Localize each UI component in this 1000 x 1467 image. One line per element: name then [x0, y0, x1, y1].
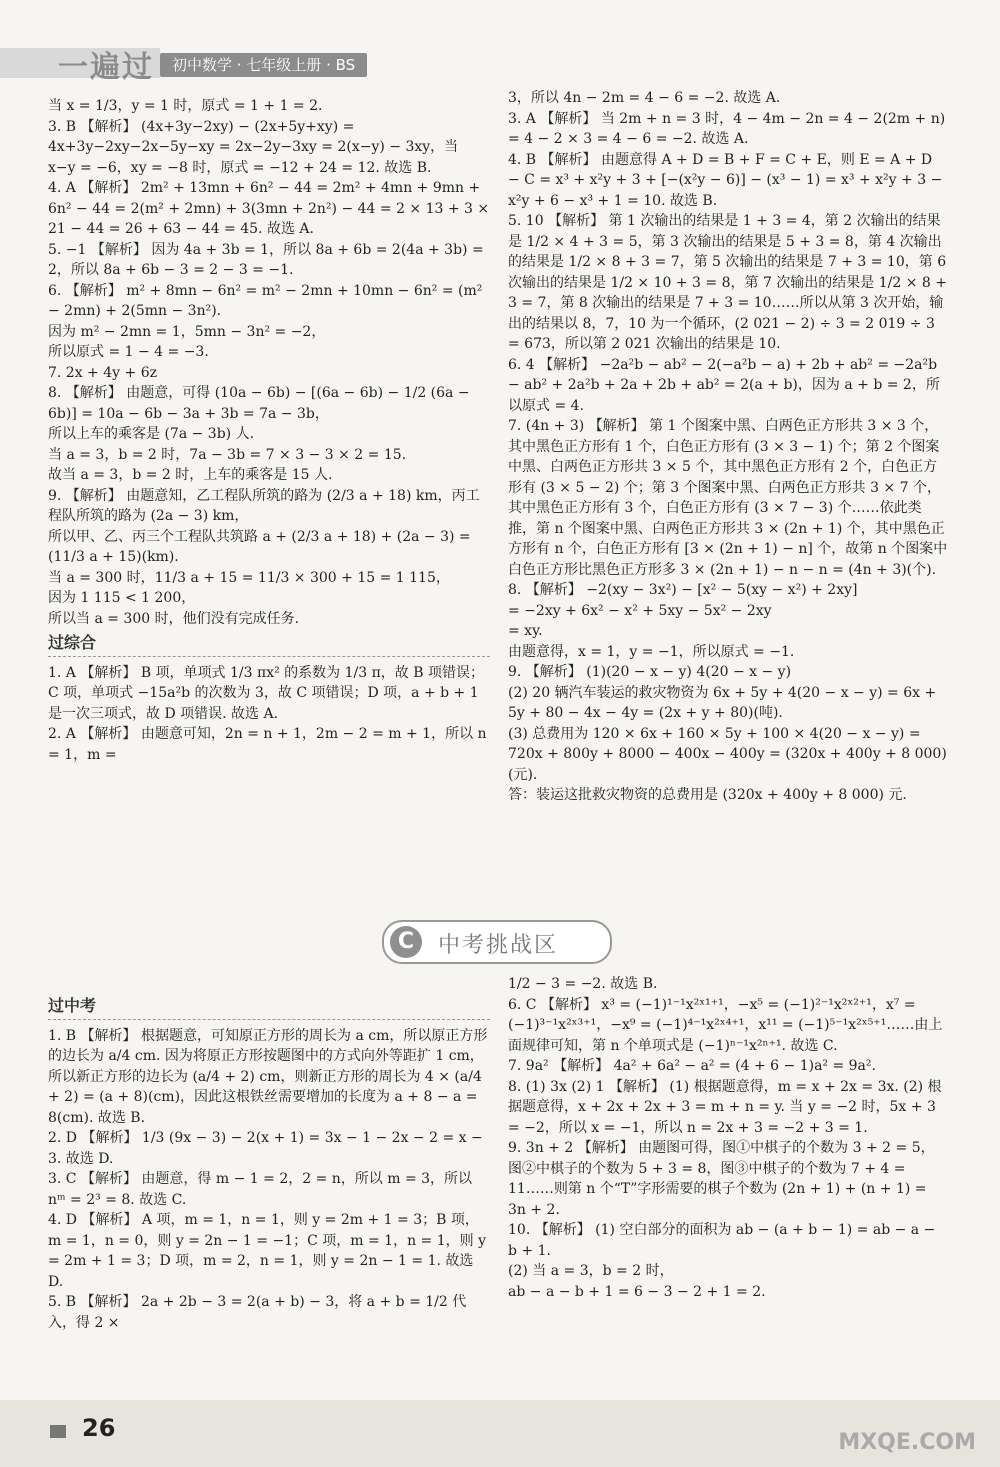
answer-line: 9. 3n + 2 【解析】 由题图可得，图①中棋子的个数为 3 + 2 = 5，图②中棋子的个数为 5 + 3 = 8，图③中棋子的个数为 7 + 4 = 11……则第 n 个“T”字形需要的棋子个数为 (2n + 1) + (n + 1) = 3n + 2.	[508, 1140, 935, 1218]
bottom-right-column	[508, 974, 948, 1302]
answer-line: 6. 【解析】 m² + 8mn − 6n² = m² − 2mn + 10mn − 6n² = (m² − 2mn) + 2(5mn − 3n²).	[48, 282, 483, 319]
zone-title: 中考挑战区	[438, 933, 559, 958]
answer-line: 当 x = 1/3，y = 1 时，原式 = 1 + 1 = 2.	[48, 98, 323, 114]
section-heading-zonghe: 过综合	[48, 633, 490, 657]
answer-line: 当 a = 3，b = 2 时，7a − 3b = 7 × 3 − 3 × 2 = 15.	[48, 446, 407, 463]
answer-line: (2) 20 辆汽车装运的救灾物资为 6x + 5y + 4(20 − x − y) = 6x + 5y + 80 − 4x − 4y = (2x + y + 80)(吨).	[508, 684, 937, 721]
answer-line: 4. B 【解析】 由题意得 A + D = B + F = C + E，则 E = A + D − C = x³ + x²y + 3 + [−(x²y − 6)] − (x³ − 1) = x³ + x²y + 3 − x²y + 6 − x³ + 1 = 10. 故选 B.	[508, 151, 943, 209]
answer-line: 5. B 【解析】 2a + 2b − 3 = 2(a + b) − 3，将 a + b = 1/2 代入，得 2 ×	[48, 1294, 467, 1331]
answer-line: 当 a = 300 时，11/3 a + 15 = 11/3 × 300 + 15 = 1 115，	[48, 569, 450, 586]
answer-line: 9. 【解析】 由题意知，乙工程队所筑的路为 (2/3 a + 18) km，丙工程队所筑的路为 (2a − 3) km，	[48, 487, 480, 524]
bottom-left-column	[48, 992, 490, 1333]
answer-line: 因为 1 115 < 1 200，	[48, 590, 196, 606]
answer-line: 7. (4n + 3) 【解析】 第 1 个图案中黑、白两色正方形共 3 × 3 个，其中黑色正方形有 1 个，白色正方形有 (3 × 3 − 1) 个；第 2 个图案中黑、白两色正方形共 3 × 5 个，其中黑色正方形有 2 个，白色正方形有 (3 × 5 − 2) 个；第 3 个图案中黑、白两色正方形共 3 × 7 个，其中黑色正方形有 3 个，白色正方形有 (3 × 7 − 3) 个……依此类推，第 n 个图案中黑、白两色正方形共 3 × (2n + 1) 个，其中黑色正方形有 n 个，白色正方形有 [3 × (2n + 1) − n] 个，故第 n 个图案中白色正方形比黑色正方形多 3 × (2n + 1) − n − n = (4n + 3)(个).	[508, 418, 948, 578]
answer-line: 3. B 【解析】 (4x+3y−2xy) − (2x+5y+xy) = 4x+3y−2xy−2x−5y−xy = 2x−2y−3xy = 2(x−y) − 3xy，当 x−y = −6，xy = −8 时，原式 = −12 + 24 = 12. 故选 B.	[48, 118, 459, 176]
answer-line: 6. C 【解析】 x³ = (−1)¹⁻¹x²ˣ¹⁺¹，−x⁵ = (−1)²⁻¹x²ˣ²⁺¹，x⁷ = (−1)³⁻¹x²ˣ³⁺¹，−x⁹ = (−1)⁴⁻¹x²ˣ⁴⁺¹，x¹¹ = (−1)⁵⁻¹x²ˣ⁵⁺¹……由上面规律可知，第 n 个单项式是 (−1)ⁿ⁻¹x²ⁿ⁺¹. 故选 C.	[508, 996, 943, 1054]
answer-line: ab − a − b + 1 = 6 − 3 − 2 + 1 = 2.	[508, 1283, 766, 1300]
answer-line: 1. B 【解析】 根据题意，可知原正方形的周长为 a cm，所以原正方形的边长为 a/4 cm. 因为将原正方形按题图中的方式向外等距扩 1 cm，所以新正方形的边长为 (a/4 + 2) cm，则新正方形的周长为 4 × (a/4 + 2) = (a + 8)(cm)，因此这根铁丝需要增加的长度为 a + 8 − a = 8(cm). 故选 B.	[48, 1027, 488, 1126]
answer-line: = −2xy + 6x² − x² + 5xy − 5x² − 2xy	[508, 602, 772, 619]
brand-logo: 一遍过	[58, 50, 154, 85]
answer-line: (2) 当 a = 3，b = 2 时，	[508, 1263, 674, 1279]
answer-line: 5. −1 【解析】 因为 4a + 3b = 1，所以 8a + 6b = 2(4a + 3b) = 2，所以 8a + 6b − 3 = 2 − 3 = −1.	[48, 241, 484, 278]
answer-line: 7. 9a² 【解析】 4a² + 6a² − a² = (4 + 6 − 1)a² = 9a².	[508, 1058, 876, 1074]
answer-line: (3) 总费用为 120 × 6x + 160 × 5y + 100 × 4(20 − x − y) = 720x + 800y + 8000 − 400x − 400y = (320x + 400y + 8 000)(元).	[508, 725, 947, 783]
right-column	[508, 88, 948, 806]
answer-line: 3. C 【解析】 由题意，得 m − 1 = 2，2 = n，所以 m = 3，所以 nᵐ = 2³ = 8. 故选 C.	[48, 1171, 473, 1208]
answer-line: 4. A 【解析】 2m² + 13mn + 6n² − 44 = 2m² + 4mn + 9mn + 6n² − 44 = 2(m² + 2mn) + 3(3mn + 2n²) − 44 = 2 × 13 + 3 × 21 − 44 = 26 + 63 − 44 = 45. 故选 A.	[48, 180, 490, 237]
answer-line: 故当 a = 3，b = 2 时，上车的乘客是 15 人.	[48, 467, 333, 483]
zone-letter-badge: C	[390, 926, 422, 958]
answer-line: 因为 m² − 2mn = 1，5mn − 3n² = −2，	[48, 323, 326, 340]
answer-line: 6. 4 【解析】 −2a²b − ab² − 2(−a²b − a) + 2b + ab² = −2a²b − ab² + 2a²b + 2a + 2b + ab² = 2(a + b)，因为 a + b = 2，所以原式 = 4.	[508, 356, 940, 414]
answer-line: 10. 【解析】 (1) 空白部分的面积为 ab − (a + b − 1) = ab − a − b + 1.	[508, 1222, 936, 1259]
answer-line: 由题意得，x = 1，y = −1，所以原式 = −1.	[508, 643, 795, 660]
answer-line: 9. 【解析】 (1)(20 − x − y) 4(20 − x − y)	[508, 664, 792, 680]
watermark: MXQE.COM	[838, 1430, 976, 1455]
answer-line: 2. A 【解析】 由题意可知，2n = n + 1，2m − 2 = m + 1，所以 n = 1，m =	[48, 726, 487, 763]
answer-line: 8. 【解析】 −2(xy − 3x²) − [x² − 5(xy − x²) + 2xy]	[508, 582, 858, 598]
page-number: 26	[82, 1414, 116, 1442]
answer-line: 所以原式 = 1 − 4 = −3.	[48, 344, 209, 360]
answer-line: 2. D 【解析】 1/3 (9x − 3) − 2(x + 1) = 3x − 1 − 2x − 2 = x − 3. 故选 D.	[48, 1130, 483, 1167]
answer-line: 5. 10 【解析】 第 1 次输出的结果是 1 + 3 = 4，第 2 次输出的结果是 1/2 × 4 + 3 = 5，第 3 次输出的结果是 5 + 3 = 8，第 4 次输出的结果是 1/2 × 8 + 3 = 7，第 5 次输出的结果是 7 + 3 = 10，第 6 次输出的结果是 1/2 × 10 + 3 = 8，第 7 次输出的结果是 1/2 × 8 + 3 = 7，第 8 次输出的结果是 7 + 3 = 10……所以从第 3 次开始，输出的结果以 8，7，10 为一个循环，(2 021 − 2) ÷ 3 = 2 019 ÷ 3 = 673，所以第 2 021 次输出的结果是 10.	[508, 213, 948, 352]
page-marker-icon	[50, 1425, 66, 1438]
answer-line: 1. A 【解析】 B 项，单项式 1/3 πx² 的系数为 1/3 π，故 B 项错误；C 项，单项式 −15a²b 的次数为 3，故 C 项错误；D 项，a + b + 1 是一次三项式，故 D 项错误. 故选 A.	[48, 664, 484, 722]
answer-line: 7. 2x + 4y + 6z	[48, 364, 157, 381]
answer-line: 所以上车的乘客是 (7a − 3b) 人.	[48, 426, 255, 442]
answer-line: 所以当 a = 300 时，他们没有完成任务.	[48, 610, 300, 627]
zone-banner	[382, 920, 612, 964]
answer-line: 8. (1) 3x (2) 1 【解析】 (1) 根据题意得，m = x + 2x = 3x. (2) 根据题意得，x + 2x + 2x + 3 = m + n = y. 当 y = −2 时，5x + 3 = −2，所以 x = −1，所以 n = 2x + 3 = −2 + 3 = 1.	[508, 1078, 942, 1136]
page-header	[0, 0, 1000, 88]
section-heading-zhongkao: 过中考	[48, 996, 490, 1020]
book-subtitle: 初中数学 · 七年级上册 · BS	[160, 53, 367, 77]
left-column	[48, 96, 490, 765]
answer-line: = xy.	[508, 623, 543, 639]
answer-line: 4. D 【解析】 A 项，m = 1，n = 1，则 y = 2m + 1 = 3；B 项，m = 1，n = 0，则 y = 2n − 1 = −1；C 项，m = 1，n = 1，则 y = 2m + 1 = 3；D 项，m = 2，n = 1，则 y = 2n − 1 = 1. 故选 D.	[48, 1212, 486, 1290]
answer-line: 3，所以 4n − 2m = 4 − 6 = −2. 故选 A.	[508, 90, 781, 106]
answer-line: 3. A 【解析】 当 2m + n = 3 时，4 − 4m − 2n = 4 − 2(2m + n) = 4 − 2 × 3 = 4 − 6 = −2. 故选 A.	[508, 110, 946, 147]
answer-line: 8. 【解析】 由题意，可得 (10a − 6b) − [(6a − 6b) − 1/2 (6a − 6b)] = 10a − 6b − 3a + 3b = 7a − 3b，	[48, 385, 470, 422]
page-footer	[0, 1400, 1000, 1467]
answer-line: 答：装运这批救灾物资的总费用是 (320x + 400y + 8 000) 元.	[508, 787, 907, 803]
answer-line: 所以甲、乙、丙三个工程队共筑路 a + (2/3 a + 18) + (2a − 3) = (11/3 a + 15)(km).	[48, 528, 471, 565]
answer-line: 1/2 − 3 = −2. 故选 B.	[508, 976, 658, 992]
